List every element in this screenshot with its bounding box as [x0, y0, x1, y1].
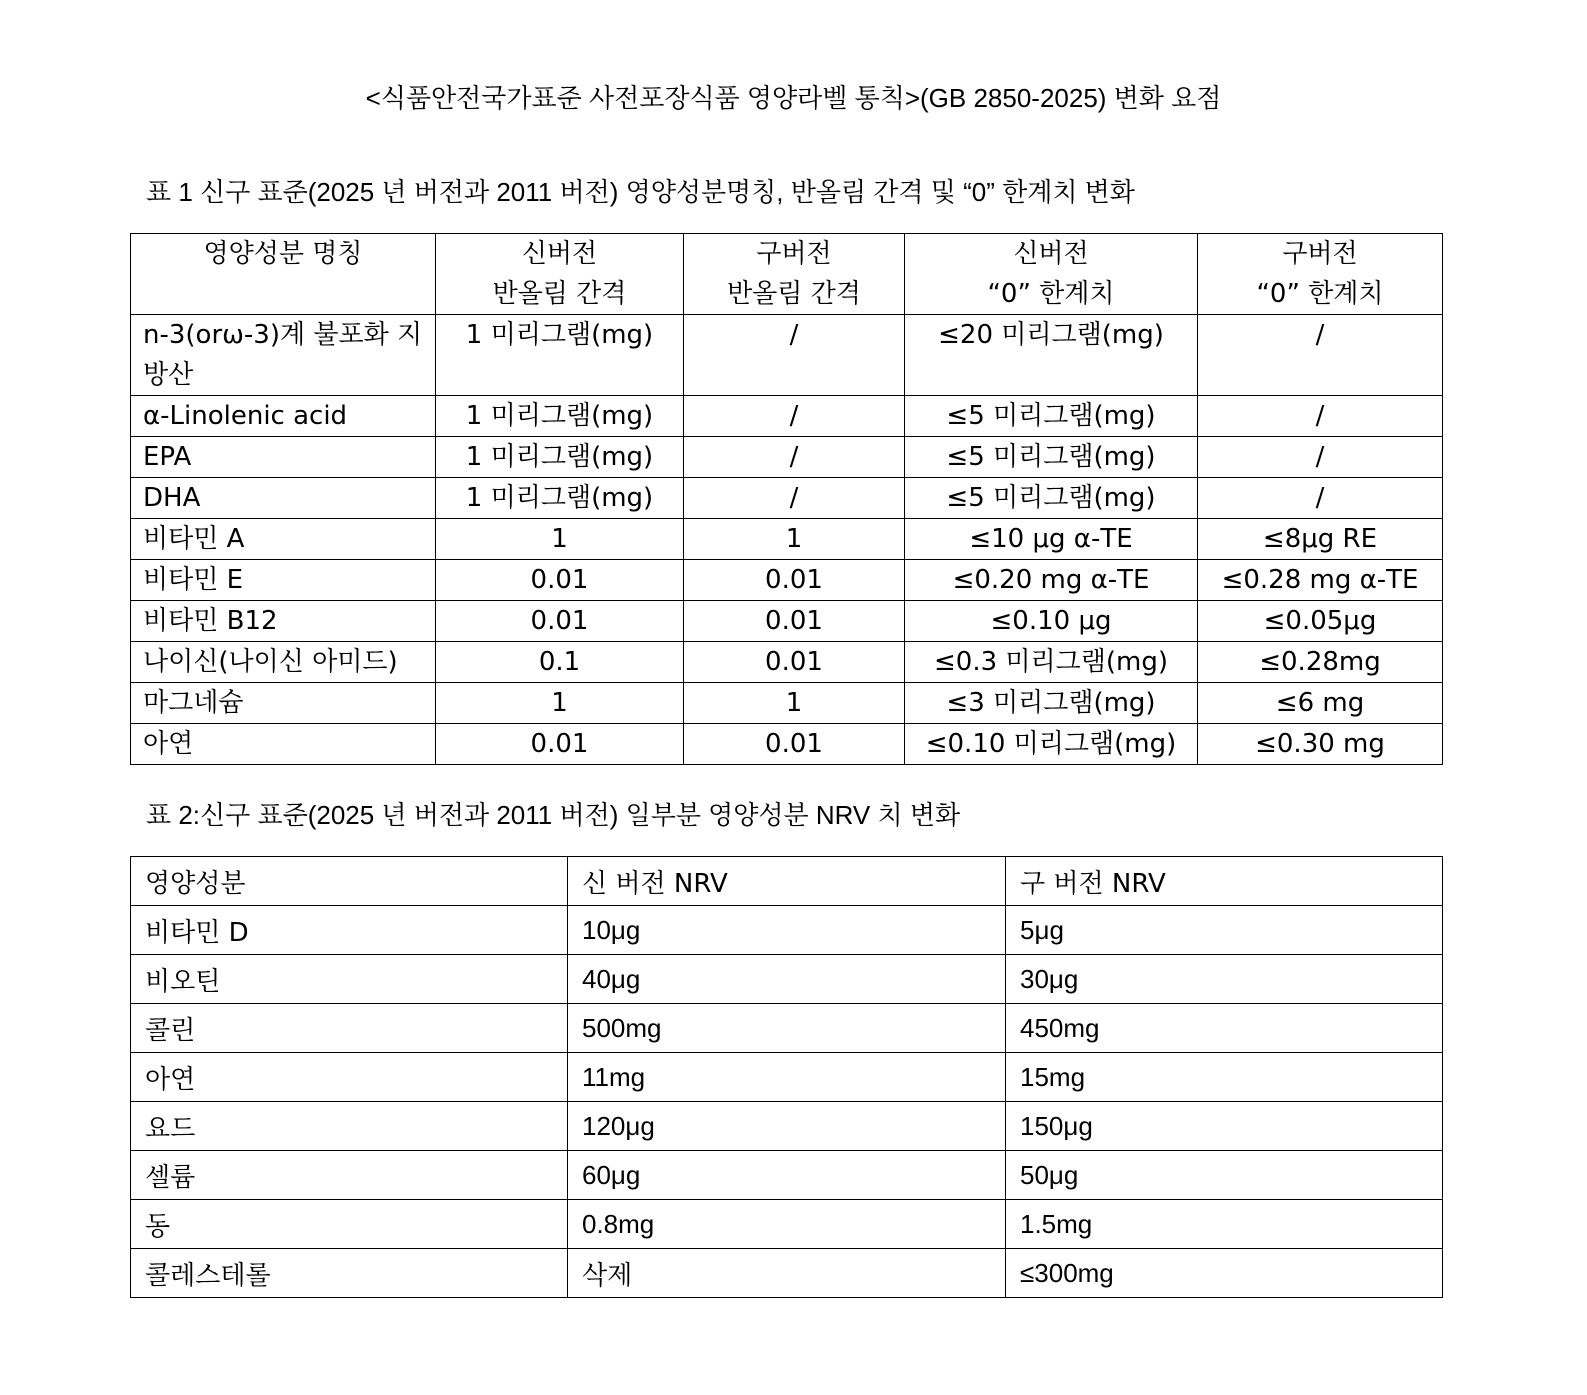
table-row — [131, 1053, 1443, 1102]
nutrient-cell: 동 — [131, 1200, 568, 1249]
header-new-zero-limit — [905, 234, 1198, 315]
nutrient-name-cell: 나이신(나이신 아미드) — [131, 642, 436, 683]
new-zero-limit-cell: ≤10 μg α-TE — [905, 519, 1198, 560]
new-interval-cell: 1 미리그램(mg) — [436, 396, 684, 437]
header-new-nrv: 신 버전 NRV — [568, 857, 1006, 906]
new-nrv-cell: 0.8mg — [568, 1200, 1006, 1249]
nutrient-name-cell: 마그네슘 — [131, 683, 436, 724]
header-line1: 구버전 — [756, 239, 832, 269]
header-new-rounding-interval — [436, 234, 684, 315]
header-line2: 반올림 간격 — [492, 279, 627, 309]
new-nrv-cell: 120μg — [568, 1102, 1006, 1151]
new-interval-cell: 1 미리그램(mg) — [436, 315, 684, 396]
nutrient-cell: 콜레스테롤 — [131, 1249, 568, 1298]
old-nrv-cell: 5μg — [1006, 906, 1443, 955]
table-row — [131, 724, 1443, 765]
old-nrv-cell: 450mg — [1006, 1004, 1443, 1053]
old-zero-limit-cell: ≤0.05μg — [1198, 601, 1443, 642]
old-interval-cell: / — [684, 437, 905, 478]
old-interval-cell: 0.01 — [684, 601, 905, 642]
header-nutrient-name — [131, 234, 436, 315]
old-interval-cell: 1 — [684, 683, 905, 724]
nutrient-cell: 요드 — [131, 1102, 568, 1151]
old-zero-limit-cell: ≤6 mg — [1198, 683, 1443, 724]
nutrient-name-cell: 비타민 A — [131, 519, 436, 560]
old-nrv-cell: 50μg — [1006, 1151, 1443, 1200]
header-old-zero-limit — [1198, 234, 1443, 315]
new-zero-limit-cell: ≤0.20 mg α-TE — [905, 560, 1198, 601]
nutrient-cell: 비타민 D — [131, 906, 568, 955]
old-nrv-cell: 15mg — [1006, 1053, 1443, 1102]
header-old-nrv: 구 버전 NRV — [1006, 857, 1443, 906]
new-zero-limit-cell: ≤0.10 미리그램(mg) — [905, 724, 1198, 765]
table1-header-row — [131, 234, 1443, 315]
old-interval-cell: 0.01 — [684, 642, 905, 683]
new-interval-cell: 1 — [436, 519, 684, 560]
new-zero-limit-cell: ≤0.3 미리그램(mg) — [905, 642, 1198, 683]
old-zero-limit-cell: ≤0.28 mg α-TE — [1198, 560, 1443, 601]
old-zero-limit-cell: ≤0.28mg — [1198, 642, 1443, 683]
old-zero-limit-cell: ≤8μg RE — [1198, 519, 1443, 560]
new-nrv-cell: 11mg — [568, 1053, 1006, 1102]
table-row — [131, 1200, 1443, 1249]
old-zero-limit-cell: / — [1198, 437, 1443, 478]
table-row — [131, 683, 1443, 724]
old-interval-cell: / — [684, 478, 905, 519]
new-nrv-cell: 500mg — [568, 1004, 1006, 1053]
table-row — [131, 642, 1443, 683]
old-interval-cell: 1 — [684, 519, 905, 560]
table1-caption: 표 1 신구 표준(2025 년 버전과 2011 버전) 영양성분명칭, 반올림 간격 및 “0” 한계치 변화 — [146, 177, 1135, 207]
table-row — [131, 955, 1443, 1004]
header-nutrient: 영양성분 — [131, 857, 568, 906]
old-interval-cell: 0.01 — [684, 724, 905, 765]
nutrient-name-cell: 비타민 B12 — [131, 601, 436, 642]
old-nrv-cell: 1.5mg — [1006, 1200, 1443, 1249]
old-interval-cell: / — [684, 315, 905, 396]
nutrient-cell: 아연 — [131, 1053, 568, 1102]
header-line1: 구버전 — [1282, 239, 1358, 269]
old-zero-limit-cell: / — [1198, 396, 1443, 437]
old-zero-limit-cell: / — [1198, 315, 1443, 396]
new-interval-cell: 0.1 — [436, 642, 684, 683]
table-row — [131, 1102, 1443, 1151]
old-zero-limit-cell: / — [1198, 478, 1443, 519]
old-nrv-cell: ≤300mg — [1006, 1249, 1443, 1298]
header-line2: “0” 한계치 — [987, 279, 1115, 309]
new-zero-limit-cell: ≤0.10 μg — [905, 601, 1198, 642]
nutrient-name-cell: 비타민 E — [131, 560, 436, 601]
old-nrv-cell: 150μg — [1006, 1102, 1443, 1151]
document-title: <식품안전국가표준 사전포장식품 영양라벨 통칙>(GB 2850-2025) 변화 요점 — [365, 83, 1222, 113]
old-interval-cell: 0.01 — [684, 560, 905, 601]
new-interval-cell: 1 — [436, 683, 684, 724]
new-nrv-cell: 40μg — [568, 955, 1006, 1004]
table-row — [131, 601, 1443, 642]
nutrient-name-cell: α-Linolenic acid — [131, 396, 436, 437]
nutrient-cell: 비오틴 — [131, 955, 568, 1004]
new-zero-limit-cell: ≤3 미리그램(mg) — [905, 683, 1198, 724]
header-text: 영양성분 명칭 — [203, 239, 363, 269]
old-interval-cell: / — [684, 396, 905, 437]
new-zero-limit-cell: ≤5 미리그램(mg) — [905, 478, 1198, 519]
old-nrv-cell: 30μg — [1006, 955, 1443, 1004]
new-interval-cell: 0.01 — [436, 560, 684, 601]
table-row — [131, 478, 1443, 519]
header-line2: 반올림 간격 — [727, 279, 861, 309]
header-line2: “0” 한계치 — [1256, 279, 1384, 309]
table-row — [131, 1249, 1443, 1298]
header-line1: 신버전 — [1013, 239, 1089, 269]
new-zero-limit-cell: ≤5 미리그램(mg) — [905, 437, 1198, 478]
nutrient-name-cell: n-3(orω-3)계 불포화 지방산 — [131, 315, 436, 396]
nutrient-name-cell: 아연 — [131, 724, 436, 765]
nutrient-name-cell: DHA — [131, 478, 436, 519]
old-zero-limit-cell: ≤0.30 mg — [1198, 724, 1443, 765]
table-row — [131, 519, 1443, 560]
nutrient-name-cell: EPA — [131, 437, 436, 478]
table2-caption: 표 2:신구 표준(2025 년 버전과 2011 버전) 일부분 영양성분 NRV 치 변화 — [146, 800, 961, 830]
new-zero-limit-cell: ≤20 미리그램(mg) — [905, 315, 1198, 396]
table-row — [131, 396, 1443, 437]
header-old-rounding-interval — [684, 234, 905, 315]
new-interval-cell: 1 미리그램(mg) — [436, 478, 684, 519]
table-row — [131, 437, 1443, 478]
new-nrv-cell: 60μg — [568, 1151, 1006, 1200]
new-nrv-cell: 10μg — [568, 906, 1006, 955]
nutrient-rounding-table — [130, 233, 1443, 765]
nrv-change-table — [130, 856, 1443, 1298]
new-interval-cell: 1 미리그램(mg) — [436, 437, 684, 478]
new-nrv-cell: 삭제 — [568, 1249, 1006, 1298]
table2-header-row — [131, 857, 1443, 906]
new-zero-limit-cell: ≤5 미리그램(mg) — [905, 396, 1198, 437]
table-row — [131, 560, 1443, 601]
table-row — [131, 906, 1443, 955]
table-row — [131, 1004, 1443, 1053]
nutrient-cell: 셀륨 — [131, 1151, 568, 1200]
nutrient-cell: 콜린 — [131, 1004, 568, 1053]
table-row — [131, 1151, 1443, 1200]
header-line1: 신버전 — [521, 239, 598, 269]
new-interval-cell: 0.01 — [436, 724, 684, 765]
table-row — [131, 315, 1443, 396]
new-interval-cell: 0.01 — [436, 601, 684, 642]
